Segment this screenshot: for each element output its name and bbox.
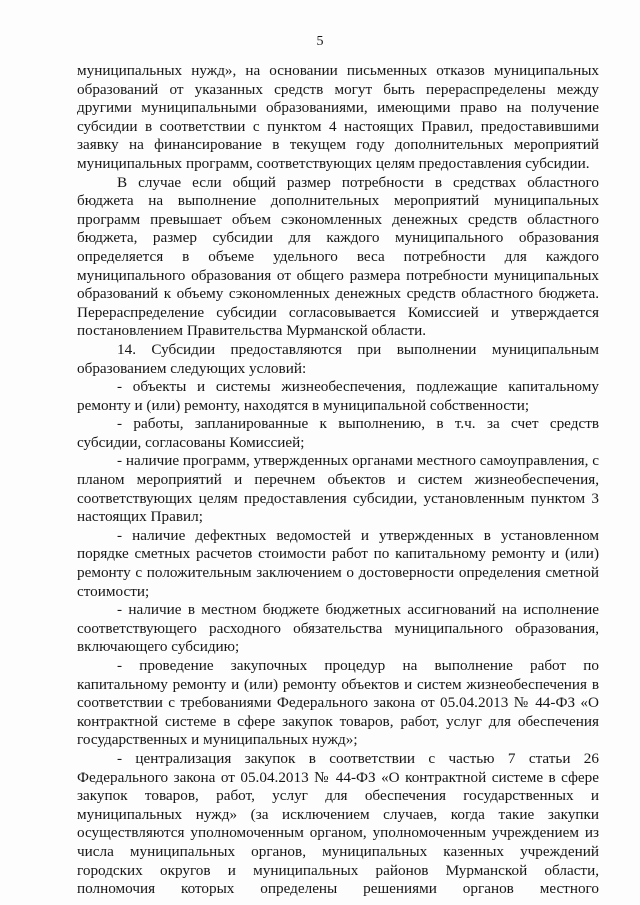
condition-item: - проведение закупочных процедур на выполнение работ по капитальному ремонту и (или) ремонту объектов и систем жизнеобеспечения в соответствии с требованиями Федерального закона от 05.04.2013 № 44-ФЗ «О контрактной системе в сфере закупок товаров, работ, услуг для обеспечения государственных и муниципальных нужд»; [77,657,599,749]
document-body [77,62,599,899]
condition-item: - наличие дефектных ведомостей и утвержденных в установленном порядке сметных расчетов стоимости работ по капитальному ремонту и (или) ремонту с положительным заключением о достоверности определения сметной стоимости; [77,526,599,600]
condition-item: - наличие в местном бюджете бюджетных ассигнований на исполнение соответствующего расходного обязательства муниципального образования, включающего субсидию; [77,601,599,656]
paragraph-clause-14: 14. Субсидии предоставляются при выполнении муниципальным образованием следующих условий: [77,340,599,377]
paragraph-continuation: муниципальных нужд», на основании письменных отказов муниципальных образований от указанных средств могут быть перераспределены между другими муниципальными образованиями, имеющими право на получение субсидии в соответствии с пунктом 4 настоящих Правил, предоставившими заявку на финансирование в текущем году дополнительных мероприятий муниципальных программ, соответствующих целям предоставления субсидии. [77,62,599,172]
condition-item: - объекты и системы жизнеобеспечения, подлежащие капитальному ремонту и (или) ремонту, находятся в муниципальной собственности; [77,378,599,414]
condition-item: - работы, запланированные к выполнению, в т.ч. за счет средств субсидии, согласованы Комиссией; [77,415,599,451]
condition-item-continued: - централизация закупок в соответствии с частью 7 статьи 26 Федерального закона от 05.04.2013 № 44-ФЗ «О контрактной системе в сфере закупок товаров, работ, услуг для обеспечения государственных и муниципальных нужд» (за исключением случаев, когда такие закупки осуществляются уполномоченным органом, уполномоченным учреждением из числа муниципальных органов, муниципальных казенных учреждений городских округов и муниципальных районов Мурманской области, полномочия которых определены решениями органов местного [77,749,599,898]
paragraph-subsidy-redistribution: В случае если общий размер потребности в средствах областного бюджета на выполнение дополнительных мероприятий муниципальных программ превышает объем сэкономленных денежных средств областного бюджета, размер субсидии для каждого муниципального образования определяется в объеме удельного веса потребности для каждого муниципального образования от общего размера потребности муниципальных образований к объему сэкономленных денежных средств областного бюджета. Перераспределение субсидии согласовывается Комиссией и утверждается постановлением Правительства Мурманской области. [77,173,599,340]
page-number: 5 [316,34,324,49]
condition-item: - наличие программ, утвержденных органами местного самоуправления, с планом мероприятий и перечнем объектов и систем жизнеобеспечения, соответствующих целям предоставления субсидии, установленным пунктом 3 настоящих Правил; [77,452,599,526]
